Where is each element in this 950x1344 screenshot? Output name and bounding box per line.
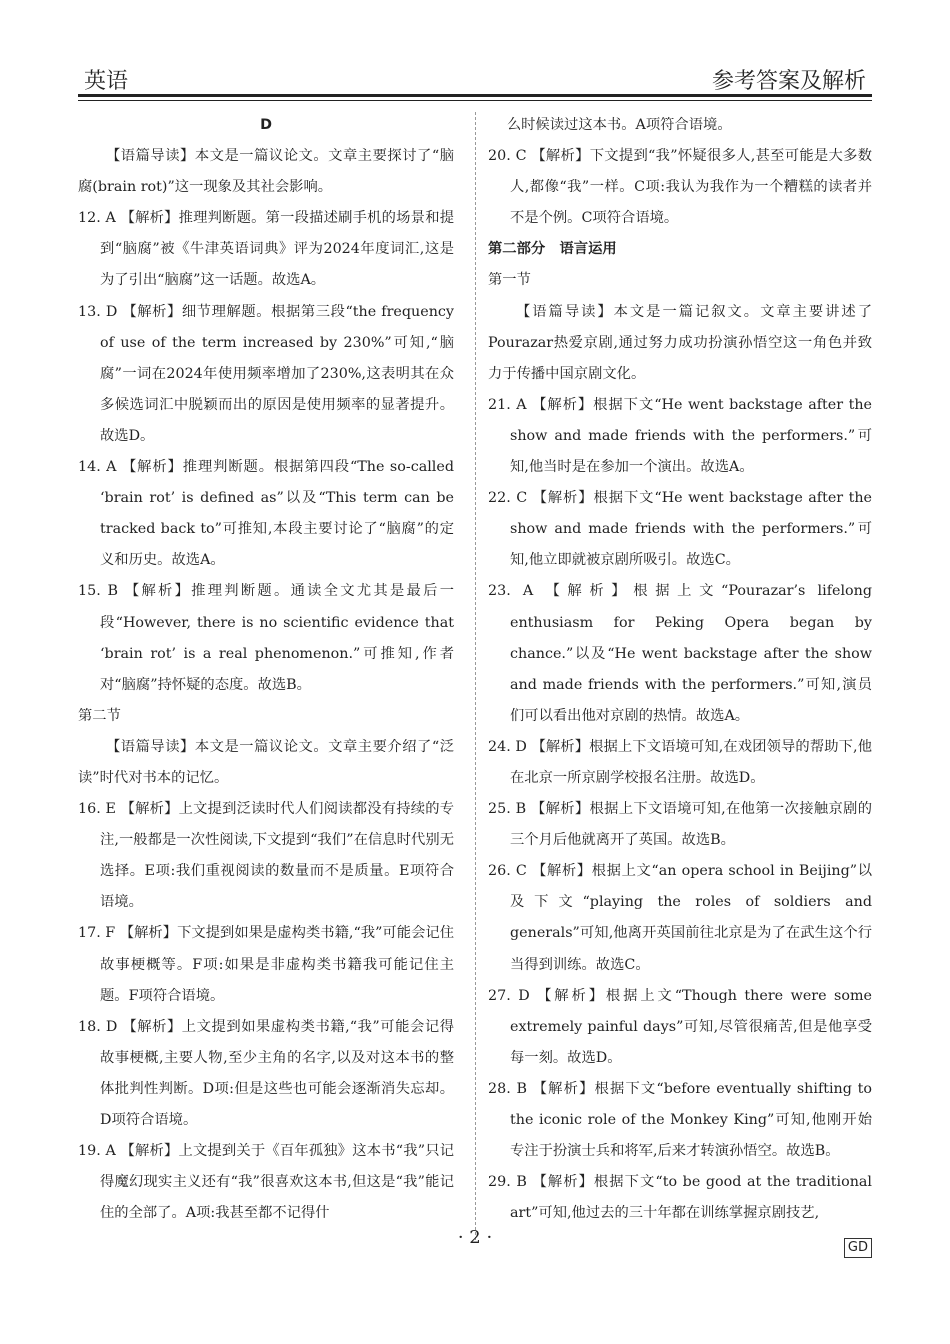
answer-item: 17. F 【解析】下文提到如果是虚构类书籍,“我”可能会记住故事梗概等。F项:如果是非虚构类书籍我可能记住主题。F项符合语境。 <box>78 925 454 1004</box>
answer-item: 19. A 【解析】上文提到关于《百年孤独》这本书“我”只记得魔幻现实主义还有“我”很喜欢这本书,但这是“我”能记住的全部了。A项:我甚至都不记得什 <box>78 1143 454 1222</box>
answer-item: 26. C 【解析】根据上文“an opera school in Beijing”以及下文“playing the roles of soldiers and generals”可知,他离开英国前往北京是为了在武生这个行当得到训练。故选C。 <box>488 863 872 973</box>
answer-item: 28. B 【解析】根据下文“before eventually shifting to the iconic role of the Monkey King”可知,他刚开始专注于扮演士兵和将军,后来才转演孙悟空。故选B。 <box>488 1080 872 1160</box>
answer-item: 24. D 【解析】根据上下文语境可知,在戏团领导的帮助下,他在北京一所京剧学校报名注册。故选D。 <box>488 738 872 786</box>
page-number: · 2 · <box>457 1227 493 1248</box>
header-rule-thin <box>78 100 872 101</box>
answer-item: 12. A 【解析】推理判断题。第一段描述刷手机的场景和提到“脑腐”被《牛津英语词典》评为2024年度词汇,这是为了引出“脑腐”这一话题。故选A。 <box>78 210 454 289</box>
left-column <box>78 110 454 1229</box>
answer-item: 么时候读过这本书。A项符合语境。 <box>488 117 732 133</box>
header-rule-thick <box>78 94 872 97</box>
text-paragraph: 第二部分 语言运用 <box>488 241 617 258</box>
answer-item: 15. B 【解析】推理判断题。通读全文尤其是最后一段“However, there is no scientific evidence that ‘brain rot’ is a real phenomenon.”可推知,作者对“脑腐”持怀疑的态度。故选B。 <box>78 583 454 693</box>
answer-item: 29. B 【解析】根据下文“to be good at the traditional art”可知,他过去的三十年都在训练掌握京剧技艺, <box>488 1174 872 1222</box>
subject-label: 英语 <box>84 69 129 94</box>
text-paragraph: 【语篇导读】本文是一篇记叙文。文章主要讲述了Pourazar热爱京剧,通过努力成功扮演孙悟空这一角色并致力于传播中国京剧文化。 <box>488 303 872 382</box>
answer-item: 20. C 【解析】下文提到“我”怀疑很多人,甚至可能是大多数人,都像“我”一样。C项:我认为我作为一个糟糕的读者并不是个例。C项符合语境。 <box>488 148 872 227</box>
answer-item: 14. A 【解析】推理判断题。根据第四段“The so-called ‘brain rot’ is defined as”以及“This term can be tracked back to”可推知,本段主要讨论了“脑腐”的定义和历史。故选A。 <box>78 459 454 569</box>
text-paragraph: 第一节 <box>488 272 531 289</box>
text-paragraph: 第二节 <box>78 707 121 724</box>
answer-item: 25. B 【解析】根据上下文语境可知,在他第一次接触京剧的三个月后他就离开了英国。故选B。 <box>488 801 872 849</box>
edition-code-badge: GD <box>844 1238 872 1258</box>
answer-item: 27. D 【解析】根据上文“Though there were some extremely painful days”可知,尽管很痛苦,但是他享受每一刻。故选D。 <box>488 987 872 1066</box>
text-paragraph: 【语篇导读】本文是一篇议论文。文章主要介绍了“泛读”时代对书本的记忆。 <box>78 738 454 786</box>
answer-item: 16. E 【解析】上文提到泛读时代人们阅读都没有持续的专注,一般都是一次性阅读,下文提到“我们”在信息时代别无选择。E项:我们重视阅读的数量而不是质量。E项符合语境。 <box>78 801 454 911</box>
text-paragraph: D <box>260 117 272 133</box>
answer-item: 13. D 【解析】细节理解题。根据第三段“the frequency of use of the term increased by 230%”可知,“脑腐”一词在2024年使用频率增加了230%,这表明其在众多候选词汇中脱颖而出的原因是使用频率的显著提升。故选D。 <box>78 303 454 444</box>
answer-item: 22. C 【解析】根据下文“He went backstage after the show and made friends with the performers.”可知,他立即就被京剧所吸引。故选C。 <box>488 490 872 569</box>
right-column <box>488 110 872 1229</box>
text-paragraph: 【语篇导读】本文是一篇议论文。文章主要探讨了“脑腐(brain rot)”这一现象及其社会影响。 <box>78 148 454 196</box>
answer-item: 23. A 【解析】根据上文“Pourazar’s lifelong enthusiasm for Peking Opera began by chance.”以及“He went backstage after the show and made friends with the performers.”可知,演员们可以看出他对京剧的热情。故选A。 <box>488 583 872 724</box>
page-header <box>78 58 872 94</box>
answer-item: 21. A 【解析】根据下文“He went backstage after the show and made friends with the performers.”可知,他当时是在参加一个演出。故选A。 <box>488 396 872 476</box>
section-title: 参考答案及解析 <box>711 69 866 94</box>
answer-item: 18. D 【解析】上文提到如果虚构类书籍,“我”可能会记得故事梗概,主要人物,至少主角的名字,以及对这本书的整体批判性判断。D项:但是这些也可能会逐渐消失忘却。D项符合语境。 <box>78 1018 454 1128</box>
column-divider <box>475 112 476 1240</box>
